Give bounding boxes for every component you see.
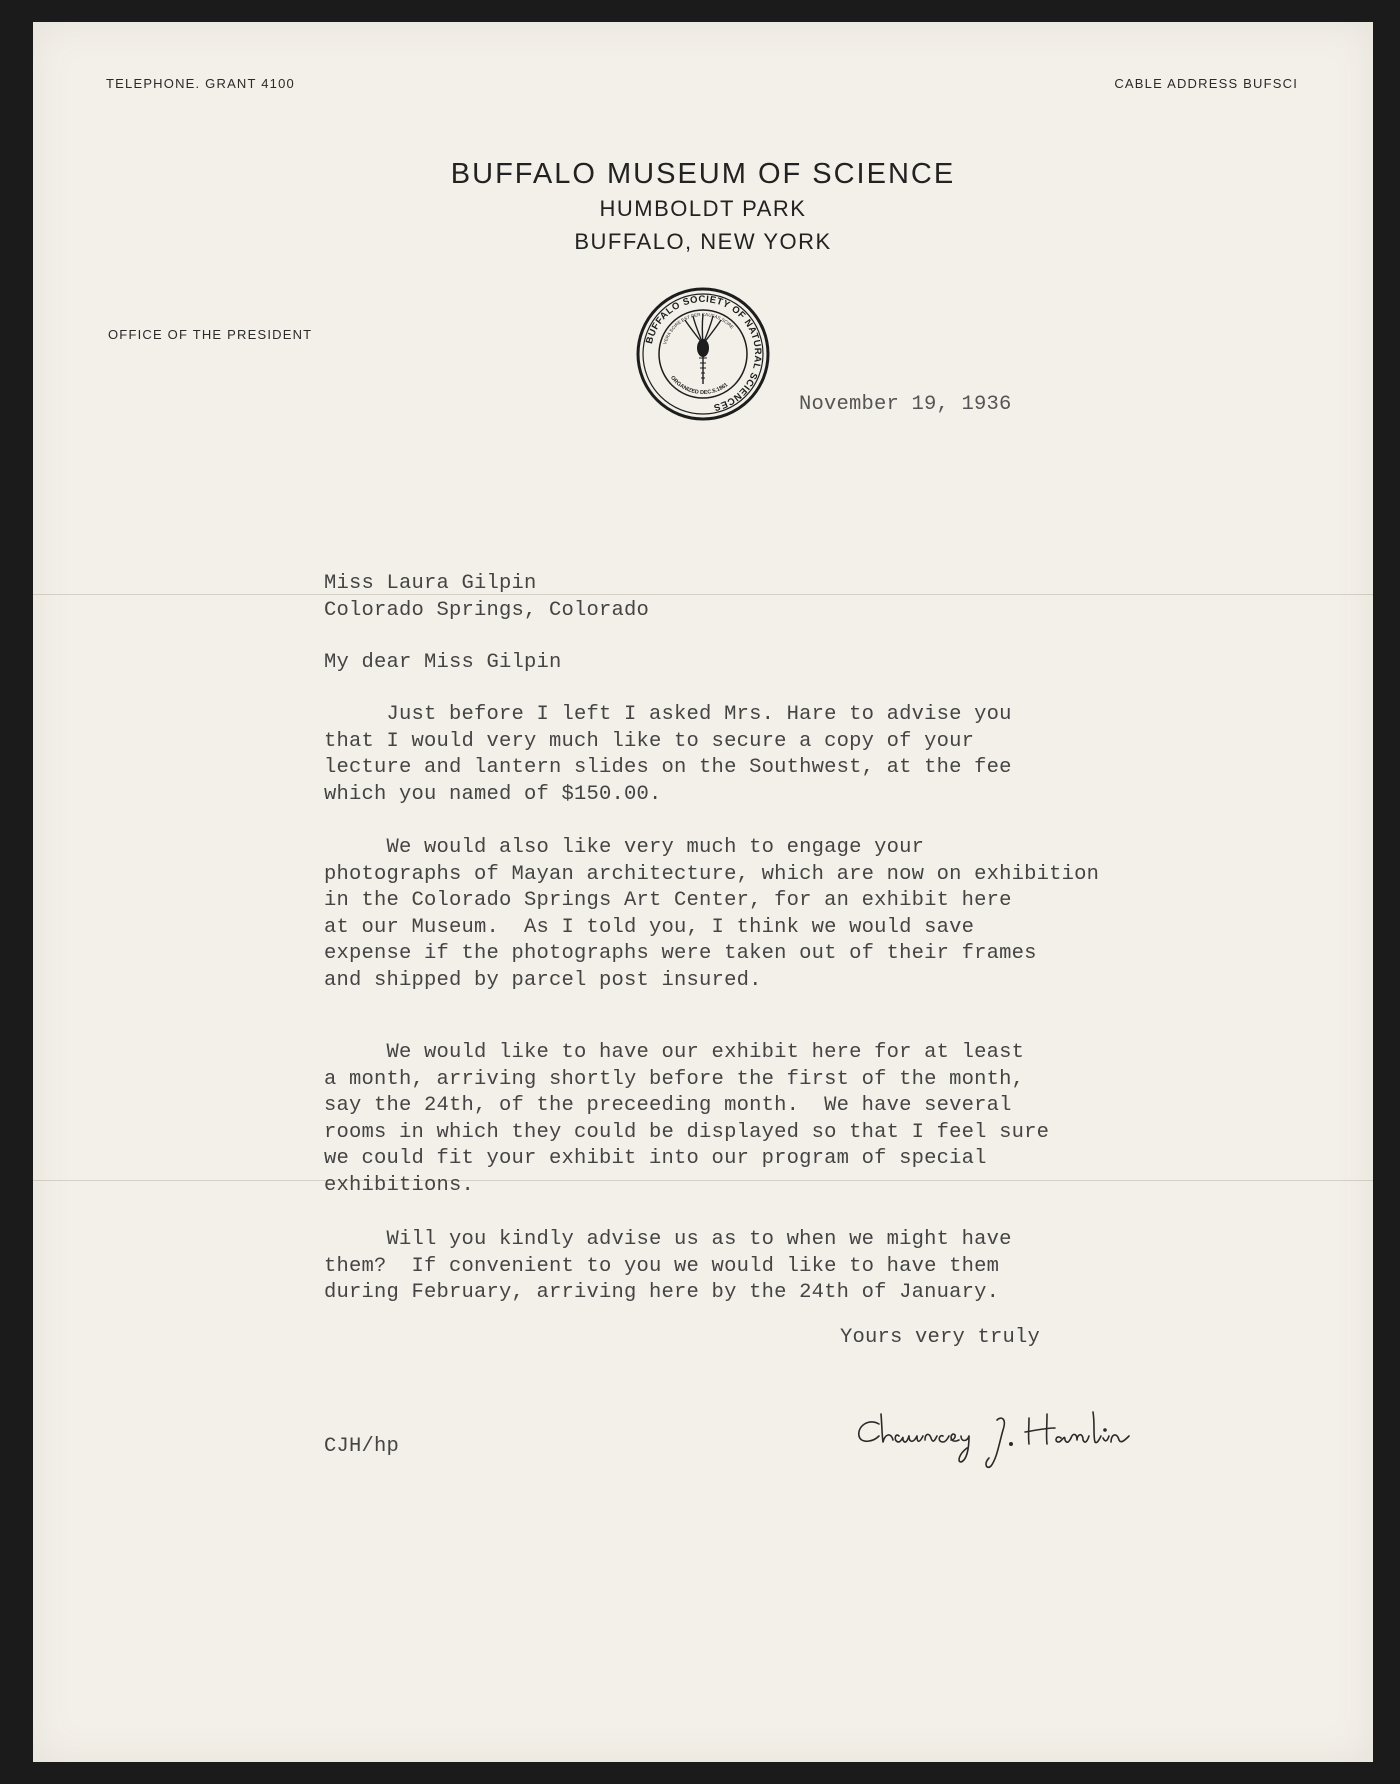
letter-page (33, 22, 1373, 1762)
park-name: HUMBOLDT PARK (599, 196, 807, 221)
body-line: exhibitions. (324, 1173, 475, 1197)
fold-line (33, 594, 1373, 595)
institution-name: BUFFALO MUSEUM OF SCIENCE (450, 158, 956, 190)
body-paragraph (324, 1227, 1012, 1307)
cable-address: CABLE ADDRESS BUFSCI (1114, 76, 1298, 91)
salutation: My dear Miss Gilpin (324, 651, 562, 674)
body-line: and shipped by parcel post insured. (324, 968, 762, 992)
office-line: OFFICE OF THE PRESIDENT (108, 327, 313, 342)
body-paragraph (324, 702, 1012, 808)
body-line: them? If convenient to you we would like to have them (324, 1254, 1000, 1278)
body-line: We would also like very much to engage your (324, 836, 925, 859)
body-paragraph (324, 835, 1099, 994)
closing: Yours very truly (840, 1326, 1041, 1349)
body-line: we could fit your exhibit into our program of special (324, 1147, 987, 1170)
body-line: Will you kindly advise us as to when we might have (324, 1228, 1012, 1251)
seal-motto: VERA SCIRE EST PER CAUSAS SCIRE (662, 311, 735, 345)
recipient-address: Colorado Springs, Colorado (324, 599, 650, 622)
body-line: rooms in which they could be displayed so that I feel sure (324, 1120, 1050, 1144)
typist-initials: CJH/hp (324, 1435, 400, 1458)
svg-text:ORGANIZED DEC.5.1861 (669, 375, 729, 396)
body-line: in the Colorado Springs Art Center, for an exhibit here (324, 889, 1012, 912)
body-line: We would like to have our exhibit here for at least (324, 1041, 1025, 1064)
telephone-line: TELEPHONE. GRANT 4100 (106, 76, 295, 91)
society-seal-logo (635, 286, 771, 422)
body-line: lecture and lantern slides on the Southwest, at the fee (324, 756, 1012, 779)
body-line: which you named of $150.00. (324, 782, 662, 806)
body-line: photographs of Mayan architecture, which are now on exhibition (324, 862, 1100, 886)
recipient-name: Miss Laura Gilpin (324, 572, 537, 595)
letter-date: November 19, 1936 (799, 393, 1012, 416)
body-line: say the 24th, of the preceeding month. We have several (324, 1094, 1012, 1117)
body-line: that I would very much like to secure a copy of your (324, 729, 975, 753)
city-name: BUFFALO, NEW YORK (574, 229, 832, 254)
seal-founded: ORGANIZED DEC.5.1861 (669, 375, 730, 397)
body-line: expense if the photographs were taken out of their frames (324, 942, 1037, 965)
body-line: at our Museum. As I told you, I think we would save (324, 915, 975, 939)
seal-ring-text: BUFFALO SOCIETY OF NATURAL SCIENCES (644, 293, 764, 413)
handwritten-signature (851, 1400, 1171, 1480)
body-line: Just before I left I asked Mrs. Hare to advise you (324, 703, 1012, 726)
body-line: a month, arriving shortly before the first of the month, (324, 1067, 1025, 1091)
body-line: during February, arriving here by the 24th of January. (324, 1281, 1000, 1304)
body-paragraph (324, 1040, 1049, 1199)
svg-text:VERA SCIRE EST PER CAUSAS SCIR (662, 312, 734, 345)
